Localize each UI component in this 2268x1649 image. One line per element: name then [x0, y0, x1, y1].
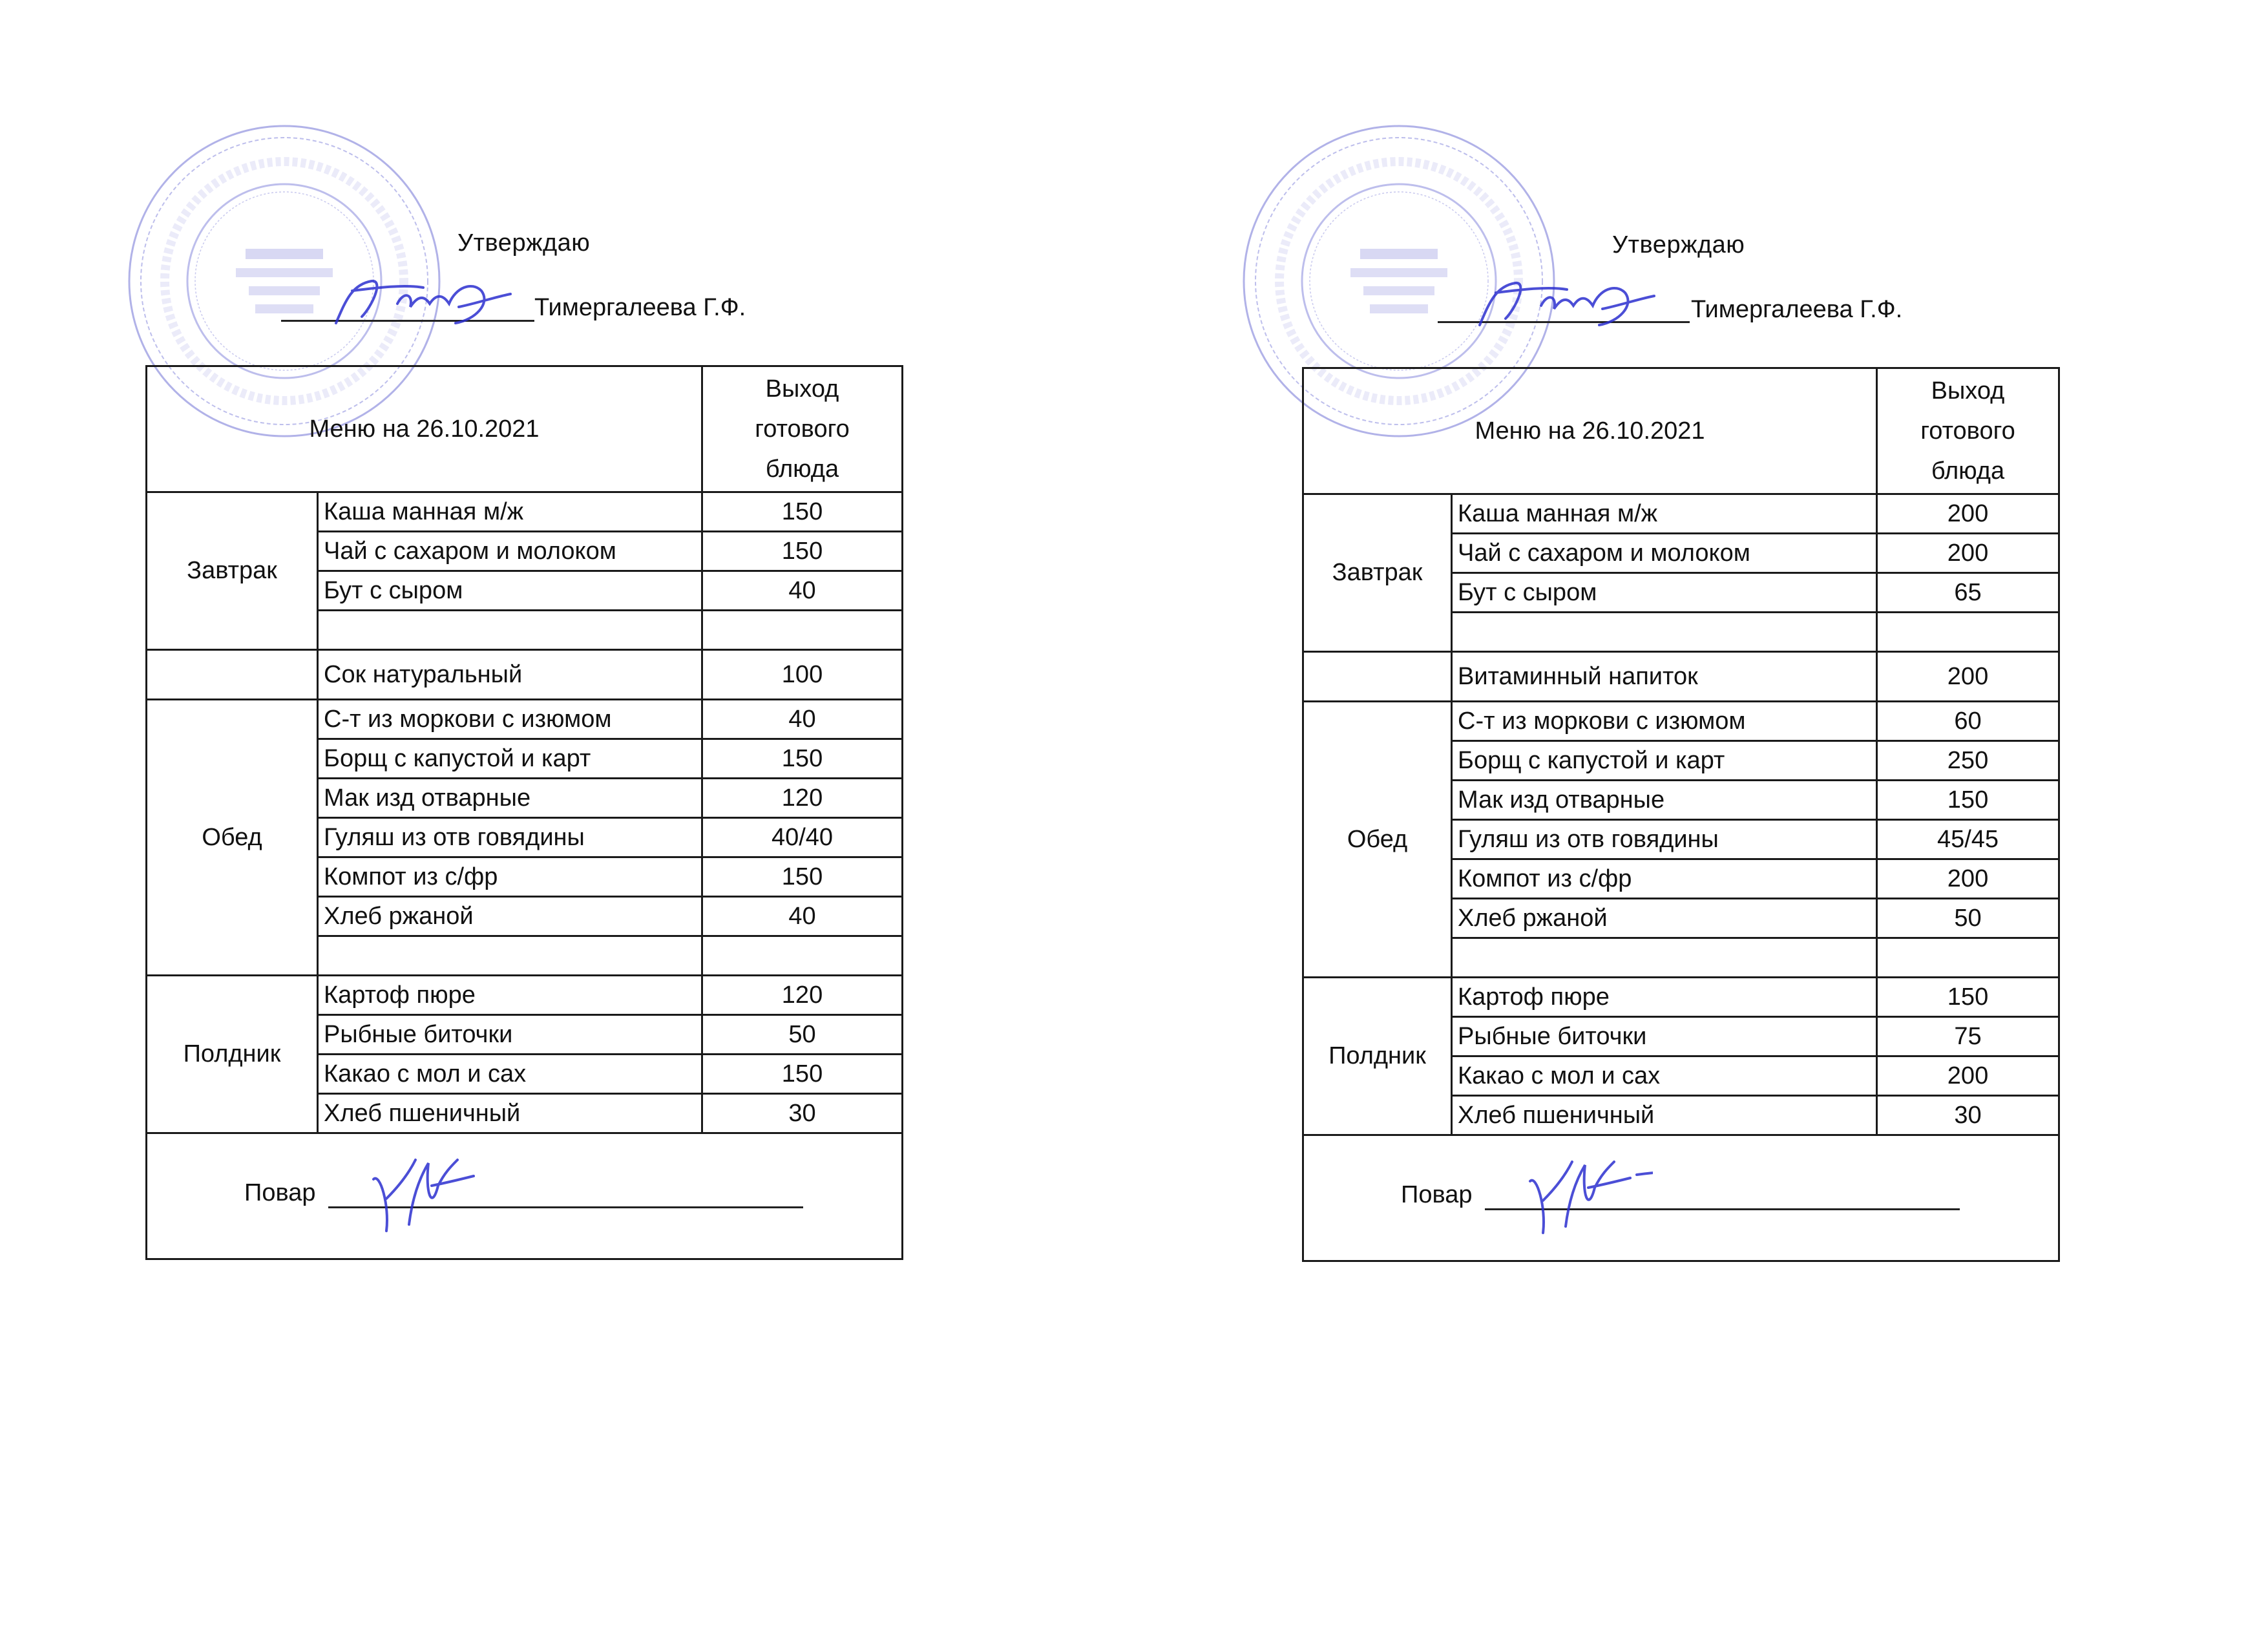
menu-title: Меню на 26.10.2021 [1303, 368, 1877, 494]
meal-label-empty [147, 650, 318, 700]
qty-cell: 30 [1877, 1096, 2059, 1135]
dish-cell: Хлеб ржаной [318, 897, 702, 936]
approver-name: Тимергалеева Г.Ф. [534, 294, 746, 321]
dish-cell: Рыбные биточки [318, 1015, 702, 1055]
dish-cell: Борщ с капустой и карт [318, 739, 702, 779]
dish-cell: Мак изд отварные [1452, 781, 1877, 820]
qty-cell: 50 [702, 1015, 903, 1055]
cook-label: Повар [1401, 1181, 1473, 1208]
meal-label-afternoon: Полдник [1303, 978, 1452, 1135]
table-row [1303, 652, 2059, 702]
dish-cell: Бут с сыром [318, 571, 702, 611]
dish-cell: Хлеб пшеничный [1452, 1096, 1877, 1135]
yield-header: Выход готового блюда [1877, 368, 2059, 494]
dish-cell: Какао с мол и сах [318, 1055, 702, 1094]
qty-cell: 150 [702, 739, 903, 779]
qty-cell: 40/40 [702, 818, 903, 857]
qty-cell-empty [702, 611, 903, 650]
dish-cell: С-т из моркови с изюмом [1452, 702, 1877, 741]
qty-cell-empty [1877, 613, 2059, 652]
dish-cell: Каша манная м/ж [318, 492, 702, 532]
cook-signature-cell [147, 1133, 903, 1259]
qty-cell: 200 [1877, 859, 2059, 899]
dish-cell-empty [318, 611, 702, 650]
dish-cell-empty [1452, 613, 1877, 652]
qty-cell-empty [1877, 938, 2059, 978]
dish-cell: Борщ с капустой и карт [1452, 741, 1877, 781]
cook-signature-icon [361, 1147, 496, 1244]
yield-header: Выход готового блюда [702, 366, 903, 492]
qty-cell: 40 [702, 897, 903, 936]
qty-cell: 200 [1877, 534, 2059, 573]
table-row [1303, 978, 2059, 1017]
meal-label-lunch: Обед [1303, 702, 1452, 978]
meal-label-breakfast: Завтрак [1303, 494, 1452, 652]
table-header-row [1303, 368, 2059, 494]
qty-cell: 150 [702, 492, 903, 532]
qty-cell: 150 [702, 1055, 903, 1094]
qty-cell: 60 [1877, 702, 2059, 741]
qty-cell: 40 [702, 700, 903, 739]
menu-table [1302, 367, 2060, 1262]
qty-cell: 200 [1877, 652, 2059, 702]
dish-cell: Картоф пюре [1452, 978, 1877, 1017]
dish-cell: Бут с сыром [1452, 573, 1877, 613]
dish-cell: Гуляш из отв говядины [318, 818, 702, 857]
dish-cell: Витаминный напиток [1452, 652, 1877, 702]
dish-cell: С-т из моркови с изюмом [318, 700, 702, 739]
table-row [1303, 494, 2059, 534]
approver-name: Тимергалеева Г.Ф. [1691, 296, 1903, 323]
qty-cell: 45/45 [1877, 820, 2059, 859]
dish-cell: Хлеб пшеничный [318, 1094, 702, 1133]
qty-cell: 50 [1877, 899, 2059, 938]
cook-signature-cell [1303, 1135, 2059, 1261]
approve-label: Утверждаю [457, 229, 591, 257]
qty-cell: 100 [702, 650, 903, 700]
qty-cell: 200 [1877, 1056, 2059, 1096]
dish-cell: Чай с сахаром и молоком [318, 532, 702, 571]
qty-cell: 150 [1877, 978, 2059, 1017]
table-header-row [147, 366, 903, 492]
cook-signature-icon [1517, 1149, 1653, 1246]
table-row [147, 976, 903, 1015]
qty-cell: 120 [702, 976, 903, 1015]
dish-cell-empty [1452, 938, 1877, 978]
dish-cell: Картоф пюре [318, 976, 702, 1015]
approver-signature-icon [326, 268, 520, 336]
qty-cell: 30 [702, 1094, 903, 1133]
dish-cell: Хлеб ржаной [1452, 899, 1877, 938]
table-row [147, 492, 903, 532]
approve-label: Утверждаю [1612, 231, 1745, 258]
qty-cell: 65 [1877, 573, 2059, 613]
meal-label-breakfast: Завтрак [147, 492, 318, 650]
qty-cell: 200 [1877, 494, 2059, 534]
qty-cell: 150 [702, 857, 903, 897]
table-row [147, 700, 903, 739]
dish-cell: Мак изд отварные [318, 779, 702, 818]
menu-sheet-2 [1134, 0, 2268, 1649]
dish-cell: Компот из с/фр [1452, 859, 1877, 899]
dish-cell: Какао с мол и сах [1452, 1056, 1877, 1096]
cook-label: Повар [244, 1179, 316, 1206]
qty-cell: 75 [1877, 1017, 2059, 1056]
table-row [147, 650, 903, 700]
qty-cell-empty [702, 936, 903, 976]
cook-signature-row [147, 1133, 903, 1259]
menu-title: Меню на 26.10.2021 [147, 366, 702, 492]
dish-cell: Чай с сахаром и молоком [1452, 534, 1877, 573]
approver-signature-icon [1470, 270, 1664, 338]
table-row [1303, 702, 2059, 741]
dish-cell-empty [318, 936, 702, 976]
dish-cell: Рыбные биточки [1452, 1017, 1877, 1056]
dish-cell: Каша манная м/ж [1452, 494, 1877, 534]
meal-label-afternoon: Полдник [147, 976, 318, 1133]
meal-label-empty [1303, 652, 1452, 702]
cook-signature-row [1303, 1135, 2059, 1261]
menu-table [145, 365, 903, 1260]
dish-cell: Сок натуральный [318, 650, 702, 700]
meal-label-lunch: Обед [147, 700, 318, 976]
qty-cell: 120 [702, 779, 903, 818]
qty-cell: 40 [702, 571, 903, 611]
dish-cell: Компот из с/фр [318, 857, 702, 897]
qty-cell: 150 [702, 532, 903, 571]
dish-cell: Гуляш из отв говядины [1452, 820, 1877, 859]
qty-cell: 150 [1877, 781, 2059, 820]
qty-cell: 250 [1877, 741, 2059, 781]
